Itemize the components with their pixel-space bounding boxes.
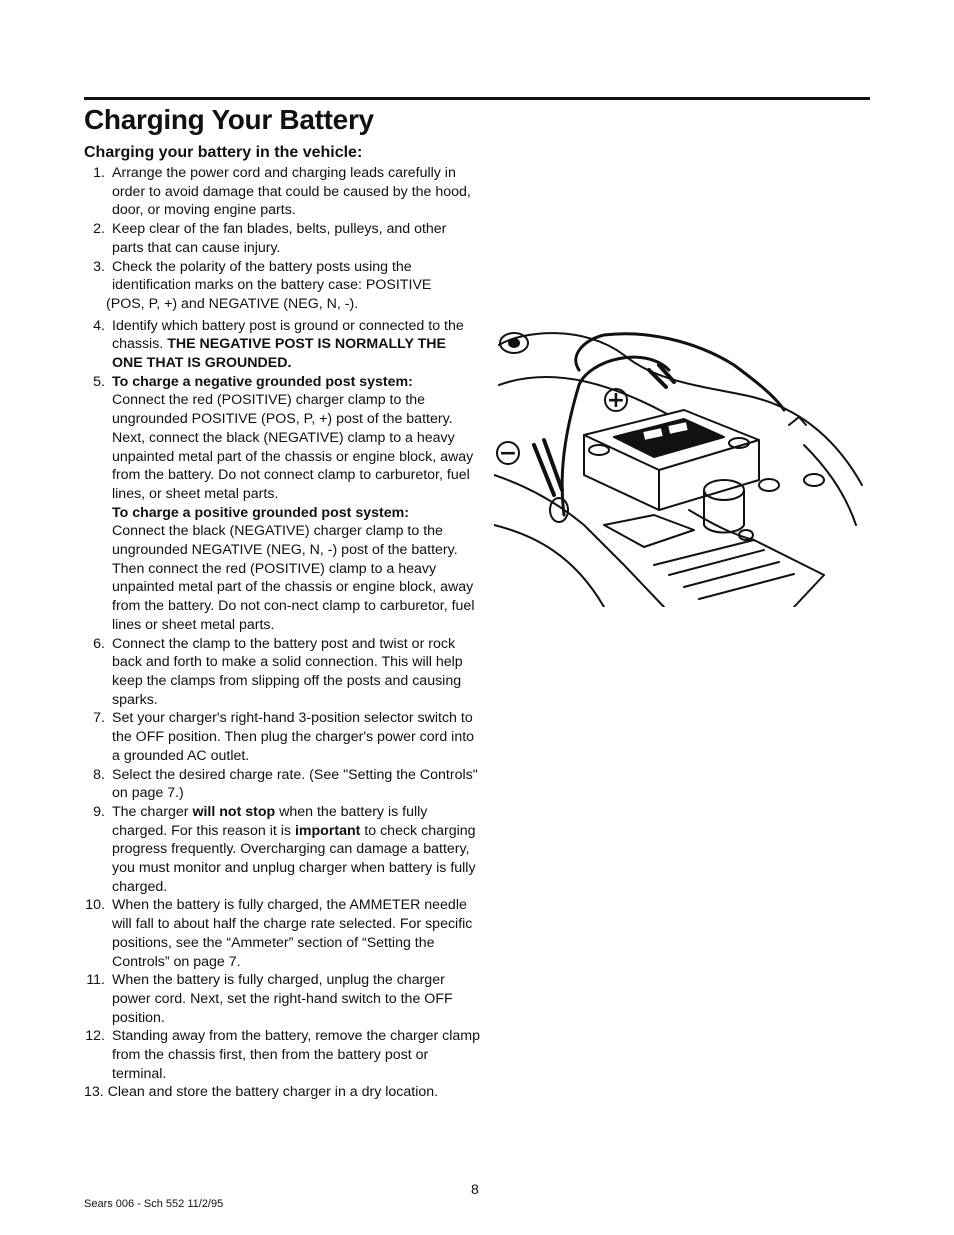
- step-text: When the battery is fully charged, unplug the charger power cord. Next, set the right-hand switch to the OFF position.: [112, 972, 453, 1026]
- list-item: [84, 317, 480, 373]
- battery-charging-illustration: [494, 325, 864, 607]
- positive-ground-text: Connect the black (NEGATIVE) charger clamp to the ungrounded NEGATIVE (NEG, N, -) post of the battery. Then connect the red (POSITIVE) clamp to a heavy unpainted metal part of the chassis or engine block, away from the battery. Do not con-nect clamp to carburetor, fuel lines or sheet metal parts.: [112, 523, 475, 633]
- negative-ground-heading: To charge a negative grounded post system:: [112, 373, 413, 390]
- step-warning: THE NEGATIVE POST IS NORMALLY THE ONE THAT IS GROUNDED.: [112, 336, 446, 372]
- step-number: 2.: [93, 221, 105, 238]
- list-item: [84, 766, 480, 803]
- step-text: Set your charger's right-hand 3-position selector switch to the OFF position. Then plug the charger's power cord into a grounded AC outlet.: [112, 710, 475, 764]
- list-item: [84, 220, 480, 257]
- step-text: When the battery is fully charged, the AMMETER needle will fall to about half the charge rate selected. For specific positions, see the “Ammeter” section of “Setting the Controls” on page 7.: [112, 897, 473, 970]
- step-text: Connect the clamp to the battery post and twist or rock back and forth to make a solid connection. This will help keep the clamps from slipping off the posts and causing sparks.: [112, 635, 463, 708]
- page-number: 8: [471, 1181, 479, 1197]
- step-number: 1.: [93, 165, 105, 181]
- step-number: 6.: [93, 635, 105, 652]
- step-text: Standing away from the battery, remove the charger clamp from the chassis first, then from the battery post or terminal.: [112, 1028, 481, 1082]
- step-number: 5.: [93, 373, 105, 390]
- step-number: 4.: [93, 317, 105, 334]
- positive-ground-heading: To charge a positive grounded post system:: [112, 504, 409, 521]
- step-text: The charger: [112, 803, 193, 820]
- list-item: [84, 164, 480, 220]
- list-item: [84, 896, 480, 971]
- list-item: [84, 258, 480, 314]
- list-item: [84, 635, 480, 710]
- step-text: when the battery is fully charged. For this reason it is: [112, 803, 428, 839]
- step-text: 13. Clean and store the battery charger in a dry location.: [84, 1084, 439, 1101]
- step-emphasis: important: [294, 822, 361, 839]
- instruction-list: [84, 164, 480, 1102]
- step-text-continued: (POS, P, +) and NEGATIVE (NEG, N, -).: [106, 295, 359, 312]
- step-emphasis: will not stop: [192, 803, 276, 820]
- step-text: Identify which battery post is ground or connected to the chassis.: [112, 317, 464, 353]
- step-text: to check charging progress frequently. Overcharging can damage a battery, you must monitor and unplug charger when battery is fully charged.: [112, 822, 476, 895]
- page-title: Charging Your Battery: [84, 104, 374, 135]
- plus-icon: +: [606, 388, 626, 413]
- step-text: Select the desired charge rate. (See "Setting the Controls" on page 7.): [112, 766, 478, 802]
- step-number: 9.: [93, 803, 105, 820]
- step-number: 8.: [93, 766, 105, 783]
- document-footer: Sears 006 - Sch 552 11/2/95: [84, 1198, 224, 1210]
- step-number: 10.: [85, 897, 105, 914]
- list-item: [84, 803, 480, 897]
- negative-ground-text: Connect the red (POSITIVE) charger clamp to the ungrounded POSITIVE (POS, P, +) post of the battery. Next, connect the black (NEGATIVE) clamp to a heavy unpainted metal part of the chassis or engine block, away from the battery. Do not connect clamp to carburetor, fuel lines, or sheet metal parts.: [112, 392, 474, 502]
- list-item: [84, 373, 480, 635]
- step-number: 11.: [86, 972, 105, 989]
- minus-icon: −: [498, 441, 518, 466]
- step-text: Arrange the power cord and charging leads carefully in order to avoid damage that could be caused by the hood, door, or moving engine parts.: [112, 165, 471, 219]
- step-text: Keep clear of the fan blades, belts, pulleys, and other parts that can cause injury.: [112, 221, 447, 256]
- step-number: 3.: [93, 258, 105, 275]
- title-rule: [84, 97, 870, 100]
- step-number: 7.: [93, 710, 105, 727]
- list-item: [84, 1027, 480, 1083]
- list-item: [84, 709, 480, 765]
- list-item: [84, 1083, 480, 1102]
- step-number: 12.: [85, 1028, 105, 1045]
- list-item: [84, 971, 480, 1027]
- section-subtitle: Charging your battery in the vehicle:: [84, 144, 363, 161]
- step-text: Check the polarity of the battery posts using the identification marks on the battery case: POSITIVE: [112, 258, 432, 294]
